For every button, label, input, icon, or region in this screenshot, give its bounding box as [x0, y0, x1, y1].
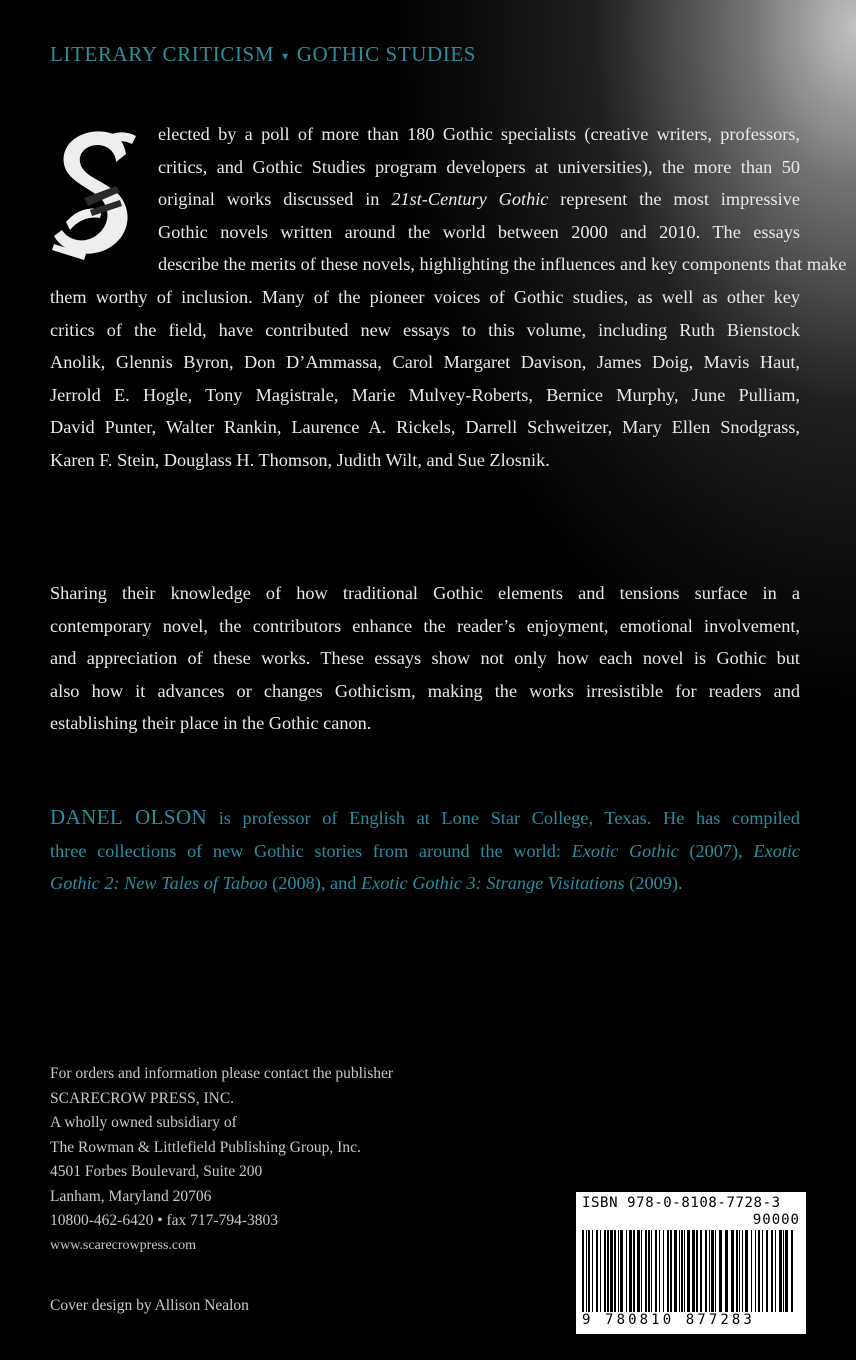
- barcode-bar: [775, 1230, 776, 1314]
- barcode-bar: [696, 1230, 698, 1314]
- intro-line-3-b: represent the most impressive: [548, 189, 800, 210]
- barcode-bar: [610, 1230, 613, 1314]
- publisher-contact-intro: For orders and information please contact the publisher: [50, 1065, 394, 1082]
- author-bio-year-2008: (2008), and: [267, 873, 361, 894]
- barcode-bar: [711, 1230, 714, 1314]
- para2-line-2: contemporary novel, the contributors enhance the reader’s enjoyment, emotional involvement,: [50, 615, 800, 636]
- barcode-bar: [648, 1230, 650, 1314]
- barcode-bar: [751, 1230, 752, 1314]
- barcode-bar: [719, 1230, 722, 1314]
- dropcap-s: [46, 126, 148, 272]
- barcode-bar: [670, 1230, 672, 1314]
- cover-design-credit: Cover design by Allison Nealon: [50, 1297, 249, 1314]
- price-code: 90000: [752, 1212, 800, 1228]
- barcode-bar: [663, 1230, 664, 1314]
- intro-line-10: David Punter, Walter Rankin, Laurence A. Rickels, Darrell Schweitzer, Mary Ellen Snodgrass,: [50, 417, 800, 438]
- publisher-info: [50, 1062, 530, 1258]
- intro-line-1: elected by a poll of more than 180 Gothic specialists (creative writers, professors,: [158, 124, 800, 144]
- para2-line-3: and appreciation of these works. These essays show not only how each novel is Gothic but: [50, 648, 800, 669]
- author-bio-year-2009: (2009).: [624, 873, 683, 894]
- book-exotic-gothic-2-part1: Exotic: [753, 840, 801, 861]
- author-bio: [50, 801, 800, 900]
- barcode-bar: [659, 1230, 660, 1314]
- intro-line-7: critics of the field, have contributed new essays to this volume, including Ruth Bienstock: [50, 319, 800, 340]
- category-gothic-studies: GOTHIC STUDIES: [296, 42, 477, 66]
- publisher-city: Lanham, Maryland 20706: [50, 1187, 212, 1205]
- barcode-bar: [779, 1230, 782, 1314]
- barcode-bar: [705, 1230, 707, 1314]
- author-bio-line-1: [50, 801, 800, 835]
- barcode-bar: [582, 1230, 584, 1314]
- barcode-bar: [739, 1230, 740, 1314]
- barcode-bar: [791, 1230, 793, 1314]
- barcode-bar: [742, 1230, 743, 1314]
- intro-line-11: Karen F. Stein, Douglass H. Thomson, Judith Wilt, and Sue Zlosnik.: [50, 449, 550, 470]
- barcode-bar: [651, 1230, 652, 1314]
- publisher-website: www.scarecrowpress.com: [50, 1237, 197, 1253]
- intro-line-8: Anolik, Glennis Byron, Don D’Ammassa, Carol Margaret Davison, James Doig, Mavis Haut,: [50, 352, 800, 373]
- author-bio-year-2007: (2007),: [678, 840, 754, 861]
- barcode-bar: [725, 1230, 728, 1314]
- intro-line-3: [50, 183, 800, 216]
- book-title: 21st-Century Gothic: [391, 189, 549, 210]
- barcode-bar: [592, 1230, 593, 1314]
- intro-line-4: Gothic novels written around the world between 2000 and 2010. The essays: [158, 221, 800, 242]
- barcode-bar: [715, 1230, 716, 1314]
- barcode-bar: [785, 1230, 788, 1314]
- isbn-number: ISBN 978-0-8108-7728-3: [582, 1195, 781, 1211]
- category-separator: ▾: [282, 48, 289, 63]
- publisher-subsidiary: A wholly owned subsidiary of: [50, 1114, 237, 1131]
- barcode-bar: [596, 1230, 598, 1314]
- barcode-bar: [783, 1230, 784, 1314]
- intro-line-2: critics, and Gothic Studies program developers at universities), the more than 50: [158, 156, 800, 177]
- barcode-bar: [614, 1230, 616, 1314]
- barcode-bar: [620, 1230, 623, 1314]
- barcode-bar: [629, 1230, 632, 1314]
- barcode-bar: [687, 1230, 690, 1314]
- barcode-bar: [766, 1230, 768, 1314]
- book-exotic-gothic-2-part2: Gothic 2: New Tales of Taboo: [50, 873, 268, 894]
- barcode-bar: [637, 1230, 640, 1314]
- ean-digits: 9 780810 877283: [582, 1312, 800, 1328]
- barcode-bars: [582, 1230, 800, 1314]
- barcode-bar: [700, 1230, 702, 1314]
- barcode-bar: [600, 1230, 601, 1314]
- barcode-bar: [684, 1230, 685, 1314]
- barcode-bar: [758, 1230, 760, 1314]
- intro-line-9: Jerrold E. Hogle, Tony Magistrale, Marie Mulvey-Roberts, Bernice Murphy, June Pulliam,: [50, 384, 800, 405]
- barcode-bar: [771, 1230, 773, 1314]
- author-name: DANEL OLSON: [50, 805, 208, 829]
- barcode-bar: [731, 1230, 734, 1314]
- barcode-bar: [762, 1230, 763, 1314]
- publisher-phone: 10800-462-6420 • fax 717-794-3803: [50, 1212, 278, 1229]
- barcode-bar: [645, 1230, 647, 1314]
- barcode-bar: [755, 1230, 756, 1314]
- book-exotic-gothic: Exotic Gothic: [571, 840, 679, 861]
- barcode-bar: [667, 1230, 669, 1314]
- intro-line-6: them worthy of inclusion. Many of the pioneer voices of Gothic studies, as well as other key: [50, 286, 800, 307]
- intro-line-5: describe the merits of these novels, highlighting the influences and key components that make: [158, 254, 847, 275]
- barcode-bar: [588, 1230, 590, 1314]
- publisher-parent: The Rowman & Littlefield Publishing Group, Inc.: [50, 1138, 361, 1156]
- barcode-bar: [681, 1230, 683, 1314]
- para2-line-5: establishing their place in the Gothic canon.: [50, 713, 372, 734]
- barcode-bar: [692, 1230, 695, 1314]
- publisher-name: SCARECROW PRESS, INC.: [50, 1089, 235, 1107]
- intro-paragraph: [50, 118, 847, 477]
- barcode-bar: [745, 1230, 748, 1314]
- barcode-bar: [641, 1230, 642, 1314]
- barcode-bar: [736, 1230, 738, 1314]
- author-bio-line-3: [50, 867, 800, 900]
- book-exotic-gothic-3: Exotic Gothic 3: Strange Visitations: [360, 873, 625, 894]
- barcode-bar: [679, 1230, 680, 1314]
- para2-line-1: Sharing their knowledge of how traditional Gothic elements and tensions surface in a: [50, 583, 800, 603]
- barcode-bar: [586, 1230, 587, 1314]
- barcode-bar: [626, 1230, 627, 1314]
- barcode-bar: [655, 1230, 657, 1314]
- author-bio-line-2: [50, 835, 800, 868]
- barcode-bar: [709, 1230, 710, 1314]
- category-literary-criticism: LITERARY CRITICISM: [50, 42, 275, 66]
- barcode-bar: [674, 1230, 677, 1314]
- barcode-bar: [618, 1230, 619, 1314]
- isbn-barcode: [576, 1192, 806, 1334]
- barcode-bar: [633, 1230, 635, 1314]
- barcode-bar: [604, 1230, 606, 1314]
- intro-line-3-a: original works discussed in: [158, 189, 392, 210]
- publisher-street: 4501 Forbes Boulevard, Suite 200: [50, 1163, 263, 1180]
- para2-line-4: also how it advances or changes Gothicism, making the works irresistible for readers and: [50, 680, 800, 701]
- barcode-bar: [607, 1230, 609, 1314]
- second-paragraph: [50, 577, 800, 740]
- category-heading: [50, 42, 476, 67]
- author-bio-text-1: is professor of English at Lone Star College, Texas. He has compiled: [207, 808, 800, 828]
- author-bio-text-2: three collections of new Gothic stories from around the world:: [50, 840, 572, 861]
